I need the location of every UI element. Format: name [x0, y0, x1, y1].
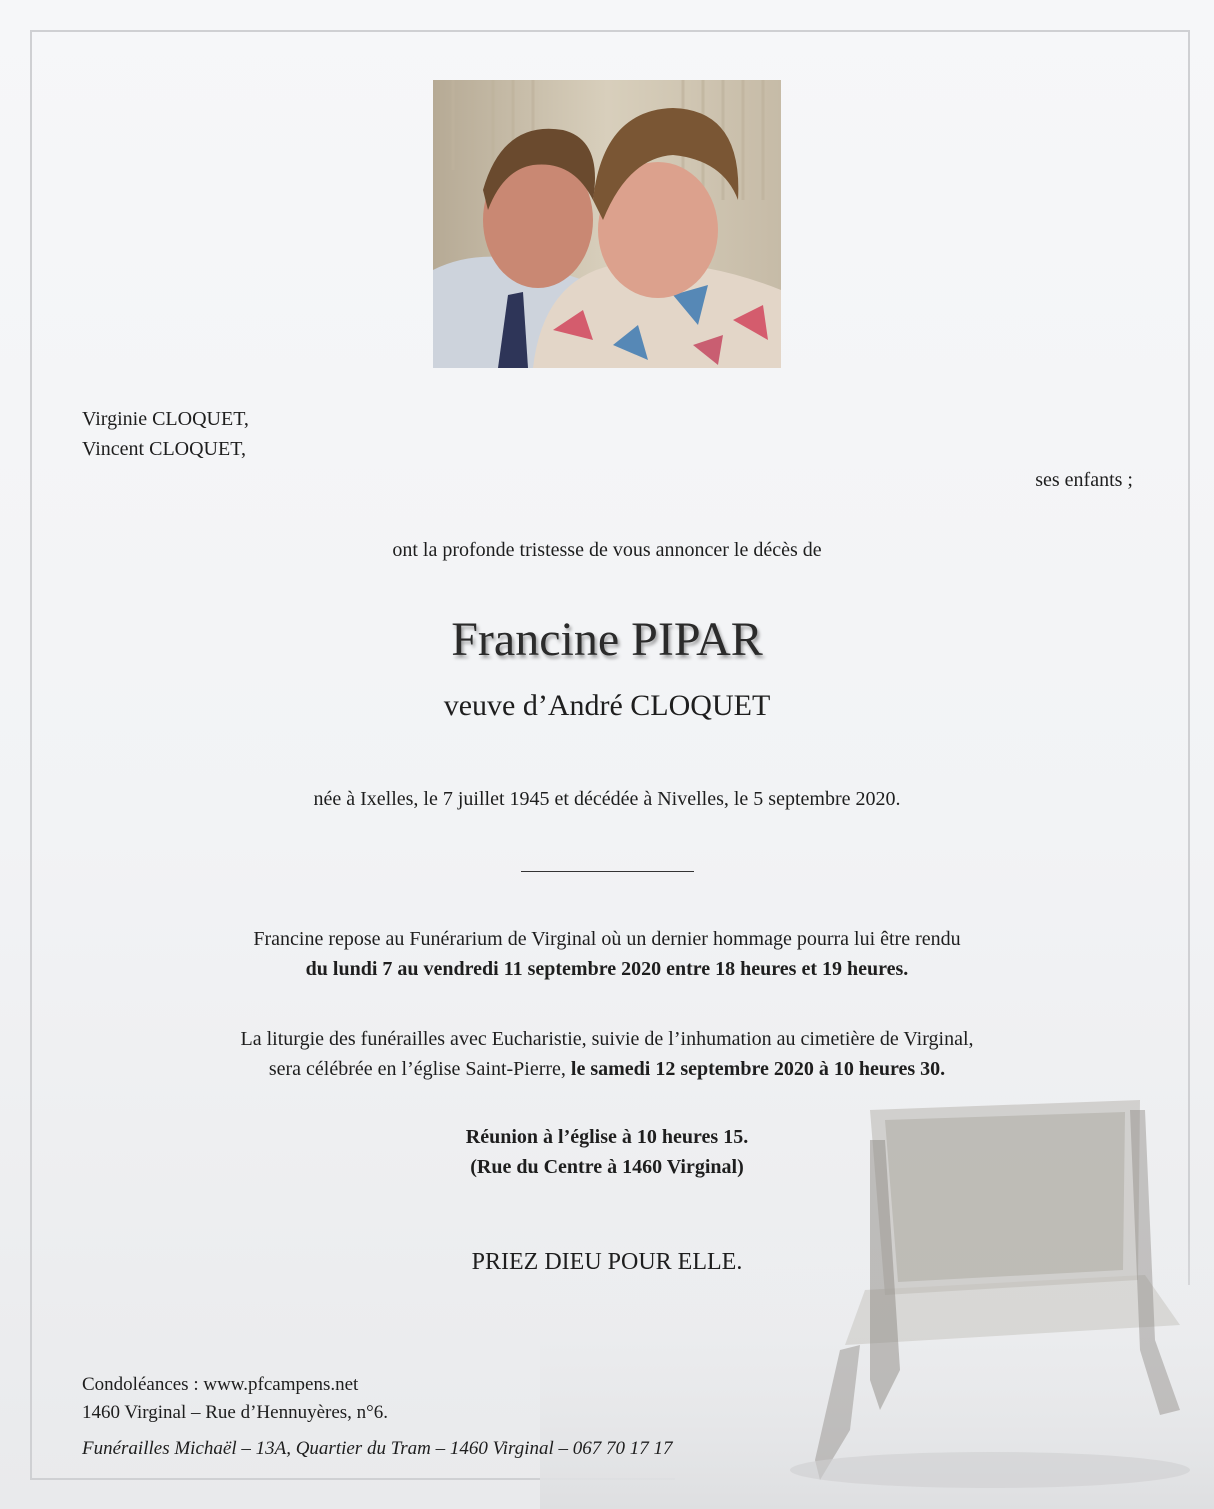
funeral-line-2-regular: sera célébrée en l’église Saint-Pierre, — [268, 1058, 571, 1080]
frame-top-border — [30, 30, 1190, 32]
portrait-photo — [433, 80, 781, 368]
visitation-line-2: du lundi 7 au vendredi 11 septembre 2020 entre 18 heures et 19 heures. — [305, 958, 909, 980]
visitation-line-1: Francine repose au Funérarium de Virginal où un dernier hommage pourra lui être rendu — [253, 928, 961, 950]
meeting-line-1: Réunion à l’église à 10 heures 15. — [465, 1126, 749, 1148]
funeral-home-info: Funérailles Michaël – 13A, Quartier du Tram – 1460 Virginal – 067 70 17 17 — [82, 1438, 673, 1459]
birth-death-dates: née à Ixelles, le 7 juillet 1945 et décédée à Nivelles, le 5 septembre 2020. — [313, 788, 901, 810]
deceased-name: Francine PIPAR — [451, 613, 763, 666]
funeral-line-2-date: le samedi 12 septembre 2020 à 10 heures 30. — [570, 1058, 946, 1080]
announcement-text: ont la profonde tristesse de vous annoncer le décès de — [392, 539, 822, 561]
funeral-line-1: La liturgie des funérailles avec Eucharistie, suivie de l’inhumation au cimetière de Virginal, — [240, 1028, 974, 1050]
condolences-link[interactable]: Condoléances : www.pfcampens.net — [82, 1374, 359, 1395]
meeting-line-2: (Rue du Centre à 1460 Virginal) — [470, 1156, 744, 1178]
condolences-address: 1460 Virginal – Rue d’Hennuyères, n°6. — [82, 1402, 389, 1423]
child-name-2: Vincent CLOQUET, — [82, 438, 246, 460]
separator-line — [521, 871, 694, 872]
widow-of: veuve d’André CLOQUET — [443, 689, 771, 722]
funeral-line-2 — [0, 1054, 1214, 1084]
child-name-1: Virginie CLOQUET, — [82, 408, 249, 430]
children-role: ses enfants ; — [1035, 469, 1133, 491]
prayer-text: PRIEZ DIEU POUR ELLE. — [471, 1249, 743, 1275]
